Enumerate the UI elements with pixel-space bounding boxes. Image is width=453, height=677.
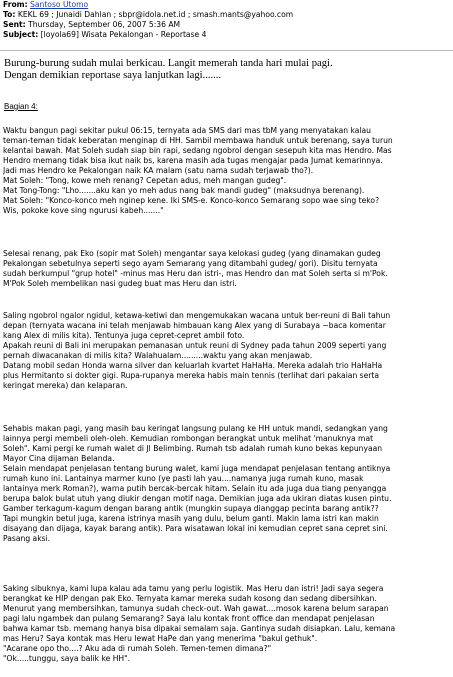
to-label: To: <box>3 10 16 19</box>
subject-label: Subject: <box>3 30 39 39</box>
paragraph-line: Hendro memang tidak bisa ikut naik bs, karena masih ada tugas mengajar pada Jumat kemarinnya. <box>3 156 383 165</box>
paragraph-line: Selain mendapat penjelasan tentang burung walet, kami juga mendapat penjelasan tentang antiknya <box>3 464 391 473</box>
paragraph-line: Soleh". Kami pergi ke rumah walet di Jl Belimbing. Rumah tsb adalah rumah kuno bekas kepunyaan <box>3 444 383 453</box>
paragraph-line: lainnya pergi membeli oleh-oleh. Kemudian rombongan berangkat untuk melihat 'manuknya mat <box>3 434 374 443</box>
paragraph-line: Saling ngobrol ngalor ngidul, ketawa-ketiwi dan mengemukakan wacana untuk ber-reuni di Bali tahun <box>3 311 391 320</box>
sent-row <box>3 20 451 30</box>
from-label: From: <box>3 0 28 9</box>
paragraph-line: plus Hermitanto si dokter gigi. Rupa-rupanya mereka habis main tennis (terlihat dari pakaian serta <box>3 371 380 380</box>
paragraph-1 <box>3 126 451 216</box>
paragraph-line: "Acarane opo tho....? Aku ada di rumah Soleh. Temen-temen dimana?" <box>3 644 272 653</box>
paragraph-4 <box>3 424 451 544</box>
paragraph-line: Gamber terkagum-kagum dengan barang antik (mungkin supaya dianggap pecinta barang antik?? <box>3 504 379 513</box>
paragraph-line: M'Pok Soleh membelikan nasi gudeg buat mas Heru dan istri. <box>3 279 237 288</box>
paragraph-line: kang Alex di milis kita). Tentunya juga cepret-cepret ambil foto. <box>3 331 245 340</box>
paragraph-line: kelantai bawah. Mat Soleh sudah siap bin rapi, sedang ngobrol dengan sesepuh kita mas Hendro. Mas <box>3 146 392 155</box>
paragraph-line: Waktu bangun pagi sekitar pukul 06:15, ternyata ada SMS dari mas tbM yang menyatakan kalau <box>3 126 371 135</box>
paragraph-line: Apakah reuni di Bali ini merupakan pemanasan untuk reuni di Sydney pada tahun 2009 seperti yang <box>3 341 387 350</box>
sent-date: Thursday, September 06, 2007 5:36 AM <box>28 20 181 29</box>
paragraph-line: pernah diwacanakan di milis kita? Walahualam.........waktu yang akan menjawab. <box>3 351 313 360</box>
paragraph-line: bahwa kamar tsb. memang hanya bisa dipakai semalam saja. Gantinya sudah disiapkan. Lalu, kemana <box>3 624 396 633</box>
paragraph-line: "Ok.....tunggu, saya balik ke HH". <box>3 654 131 663</box>
paragraph-line: keringat mereka) dan kelaparan. <box>3 381 128 390</box>
paragraph-line: Selesai renang, pak Eko (sopir mat Soleh) mengantar saya kelokasi gudeg (yang dinamakan gudeg <box>3 249 381 258</box>
paragraph-line: Menurut yang membersihkan, tamunya sudah check-out. Wah gawat....mosok karena belum sarapan <box>3 604 389 613</box>
paragraph-line: Saking sibuknya, kami lupa kalau ada tamu yang perlu logistik. Mas Heru dan istri! Jadi saya segera <box>3 584 384 593</box>
paragraph-line: teman-teman tidak keberatan menginap di HH. Sambil membawa handuk untuk berenang, saya turun <box>3 136 393 145</box>
paragraph-line: Mat Soleh: "Tong, kowe meh renang? Cepetan adus, meh mangan gudeg". <box>3 176 287 185</box>
from-row <box>3 0 451 10</box>
paragraph-line: Pasang aksi. <box>3 534 51 543</box>
section-title: Bagian 4: <box>4 102 38 111</box>
paragraph-line: pagi lalu ngambek dan pulang Semarang? Saya lalu kontak front office dan mendapat penjelasan <box>3 614 375 623</box>
paragraph-line: berangkat ke HIP dengan pak Eko. Ternyata kamar mereka sudah kosong dan sedang dibersihkan. <box>3 594 377 603</box>
intro-text <box>4 58 449 82</box>
paragraph-line: sudah berkumpul "grup hotel" -minus mas Heru dan istri-, mas Hendro dan mat Soleh serta si m'Pok. <box>3 269 388 278</box>
paragraph-line: berupa balok bulat utuh yang diukir dengan motif naga. Demikian juga ada ukiran diatas kusen pintu. <box>3 494 392 503</box>
email-header <box>3 0 451 40</box>
paragraph-line: Mayor Cina dijaman Belanda. <box>3 454 115 463</box>
paragraph-line: rumah kuno ini. Lantainya marmer kuno (ye pasti lah yau....namanya juga rumah kuno, masak <box>3 474 364 483</box>
paragraph-line: Jadi mas Hendro ke Pekalongan naik KA malam (satu nama sudah terjawab tho?). <box>3 166 314 175</box>
paragraph-line: disayang dan dijaga, kayak barang antik). Para wisatawan lokal ini kemudian cepret sana cepret sini. <box>3 524 388 533</box>
paragraph-line: depan (ternyata wacana ini telah menjawab himbauan kang Alex yang di Surabaya ~baca komentar <box>3 321 386 330</box>
intro-line: Burung-burung sudah mulai berkicau. Langit memerah tanda hari mulai pagi. <box>4 58 333 69</box>
paragraph-line: Mat Soleh: "Konco-konco meh nginep kene. Iki SMS-e. Konco-konco Semarang sopo wae sing teko? <box>3 196 380 205</box>
paragraph-line: Tapi mungkin betul juga, karena istrinya masih yang dulu, belum ganti. Makin lama istri kan makin <box>3 514 379 523</box>
sender-link[interactable]: Santoso Utomo <box>30 0 89 9</box>
recipients: KEKL 69 ; Junaidi Dahlan ; sbpr@idola.net.id ; smash.mants@yahoo.com <box>17 10 294 19</box>
paragraph-line: Pekalongan sebetulnya seperti sego ayam Semarang yang ditambahi gudeg/ gori). Disitu ternyata <box>3 259 378 268</box>
paragraph-5 <box>3 584 451 664</box>
subject-text: [loyola69] Wisata Pekalongan - Reportase 4 <box>40 30 207 39</box>
paragraph-3 <box>3 311 451 391</box>
paragraph-2 <box>3 249 451 289</box>
intro-line: Dengan demikian reportase saya lanjutkan lagi....... <box>4 70 222 81</box>
subject-row <box>3 30 451 40</box>
paragraph-line: mas Heru? Saya kontak mas Heru lewat HaPe dan yang menerima "bakul gethuk". <box>3 634 318 643</box>
sent-label: Sent: <box>3 20 26 29</box>
to-row <box>3 10 451 20</box>
paragraph-line: Mat Tong-Tong: "Lho.......aku kan yo meh adus nang bak mandi gudeg" (maksudnya berenang). <box>3 186 365 195</box>
header-divider <box>0 50 453 51</box>
paragraph-line: Wis, pokoke kove sing ngurusi kabeh......." <box>3 206 164 215</box>
paragraph-line: lantainya merk Roman?), warna putih bercak-bercak hitam. Selain itu ada juga dua tiang penyangga <box>3 484 387 493</box>
paragraph-line: Sehabis makan pagi, yang masih bau keringat langsung pulang ke HH untuk mandi, sedangkan yang <box>3 424 388 433</box>
paragraph-line: Datang mobil sedan Honda warna silver dan keluarlah kvartet HaHaHa. Mereka adalah trio HaHaHa <box>3 361 383 370</box>
